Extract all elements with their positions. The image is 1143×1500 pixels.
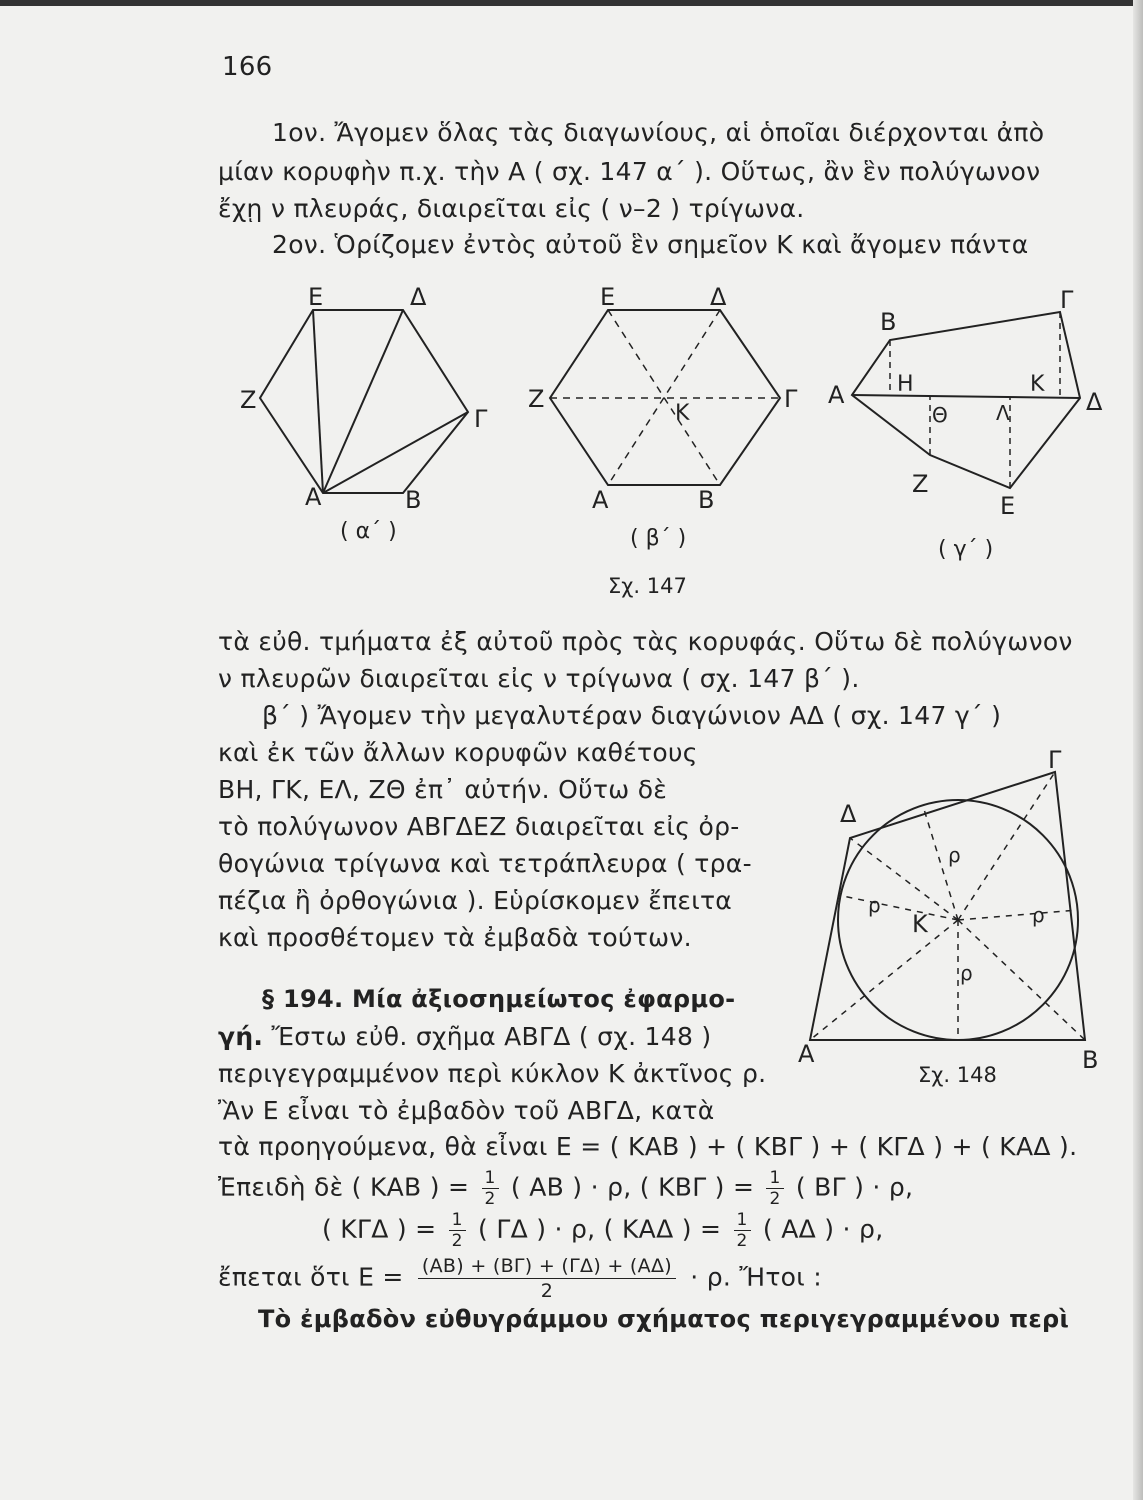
text-line-15: [218, 1022, 711, 1051]
text-line-7: β΄ ) Ἄγομεν τὴν μεγαλυτέραν διαγώνιον ΑΔ ( σχ. 147 γ΄ ): [262, 701, 1002, 730]
section-heading-cont: γή.: [218, 1022, 264, 1051]
fig-a-label-e: Ε: [308, 283, 324, 311]
diagonal-ae: [313, 310, 323, 493]
fig-a-label-a: Α: [305, 483, 322, 511]
fig148-label-rho-bottom: ρ: [960, 961, 973, 985]
fig-a-label-d: Δ: [410, 283, 427, 311]
fig148-label-a: Α: [798, 1040, 815, 1068]
fig-c-caption: ( γ΄ ): [938, 537, 994, 562]
fraction-half-3: $\frac{1}{2}$: [449, 1210, 466, 1251]
eq-e-left: ἔπεται ὅτι Ε =: [218, 1262, 404, 1292]
fig148-label-g: Γ: [1048, 750, 1062, 774]
text-line-17: Ἂν Ε εἶναι τὸ ἐμβαδὸν τοῦ ΑΒΓΔ, κατὰ: [218, 1096, 715, 1125]
text-line-16: περιγεγραμμένον περὶ κύκλον Κ ἀκτῖνος ρ.: [218, 1059, 767, 1088]
fig-c-label-a: Α: [828, 381, 845, 409]
fig148-label-k: Κ: [912, 910, 928, 938]
page-number: 166: [222, 52, 273, 82]
fraction-perimeter: $\frac{(AB) + (B\Gamma) + (\Gamma\Delta) + (A\Delta)}{2}$: [418, 1254, 676, 1303]
text-line-18: τὰ προηγούμενα, θὰ εἶναι Ε = ( ΚΑΒ ) + ( ΚΒΓ ) + ( ΚΓΔ ) + ( ΚΑΔ ).: [218, 1132, 1078, 1161]
diagonal-ad: [323, 310, 403, 493]
figure-148-caption: Σχ. 148: [918, 1063, 997, 1087]
fig-b-label-d: Δ: [710, 283, 727, 311]
text-line-15-rest: Ἔστω εὐθ. σχῆμα ΑΒΓΔ ( σχ. 148 ): [271, 1022, 712, 1051]
diagonal-ag: [323, 412, 468, 493]
fraction-half-2: $\frac{1}{2}$: [766, 1168, 783, 1209]
text-line-9: ΒΗ, ΓΚ, ΕΛ, ΖΘ ἐπ᾿ αὐτήν. Οὕτω δὲ: [218, 775, 668, 804]
text-line-8: καὶ ἐκ τῶν ἄλλων κορυφῶν καθέτους: [218, 738, 698, 767]
text-line-12: πέζια ἢ ὀρθογώνια ). Εὑρίσκομεν ἔπειτα: [218, 886, 733, 915]
fig148-label-rho-top: ρ: [948, 843, 961, 867]
eq-kab-left: Ἐπειδὴ δὲ ( ΚΑΒ ) =: [218, 1172, 470, 1202]
fig-c-label-d: Δ: [1086, 388, 1103, 416]
fig148-label-d: Δ: [840, 800, 857, 828]
eq-kad-right: ( ΑΔ ) · ρ,: [762, 1214, 884, 1244]
diagonal-ad-c: [852, 395, 1080, 398]
fig-a-label-z: Ζ: [240, 386, 257, 414]
eq-kbg-right: ( ΒΓ ) · ρ,: [795, 1172, 914, 1202]
text-line-19: [218, 1168, 913, 1209]
fig-b-label-b: Β: [698, 486, 715, 514]
fig-c-label-l: Λ: [996, 401, 1010, 425]
fig148-label-rho-right: ρ: [1032, 903, 1045, 927]
page-top-edge: [0, 0, 1143, 6]
fig-b-label-a: Α: [592, 486, 609, 514]
eq-kbg-left: ( ΑΒ ) · ρ, ( ΚΒΓ ) =: [510, 1172, 755, 1202]
figure-147-c: [820, 270, 1120, 570]
eq-kad-left: ( ΓΔ ) · ρ, ( ΚΑΔ ) =: [478, 1214, 722, 1244]
fig-b-label-e: Ε: [600, 283, 616, 311]
fig-b-label-z: Ζ: [528, 385, 545, 413]
fig-c-label-b: Β: [880, 308, 897, 336]
fig-c-label-g: Γ: [1060, 286, 1074, 314]
page-right-edge: [1133, 0, 1143, 1500]
fig-c-label-h: Η: [897, 372, 914, 397]
text-line-13: καὶ προσθέτομεν τὰ ἐμβαδὰ τούτων.: [218, 923, 692, 952]
theorem-statement: Τὸ ἐμβαδὸν εὐθυγράμμου σχήματος περιγεγραμμένου περὶ: [258, 1305, 1070, 1333]
fig148-label-b: Β: [1082, 1046, 1099, 1074]
figure-148: [790, 750, 1110, 1080]
eq-kgd-left: ( ΚΓΔ ) =: [322, 1214, 437, 1244]
fig-c-label-z: Ζ: [912, 470, 929, 498]
text-line-2: μίαν κορυφὴν π.χ. τὴν Α ( σχ. 147 α΄ ). Οὕτως, ἂν ἓν πολύγωνον: [218, 157, 1041, 186]
fig148-label-rho-left: ρ: [868, 893, 881, 917]
text-line-4: 2ον. Ὁρίζομεν ἐντὸς αὐτοῦ ἓν σημεῖον Κ καὶ ἄγομεν πάντα: [272, 230, 1029, 259]
text-line-10: τὸ πολύγωνον ΑΒΓΔΕΖ διαιρεῖται εἰς ὀρ-: [218, 812, 740, 841]
fig-b-label-g: Γ: [784, 385, 798, 413]
fraction-half-4: $\frac{1}{2}$: [734, 1210, 751, 1251]
text-line-5: τὰ εὐθ. τμήματα ἐξ αὐτοῦ πρὸς τὰς κορυφάς. Οὕτω δὲ πολύγωνον: [218, 627, 1073, 656]
text-line-20: [322, 1210, 883, 1251]
eq-e-right: · ρ. Ἤτοι :: [690, 1262, 823, 1292]
fig-a-caption: ( α΄ ): [340, 519, 397, 544]
fig-c-label-k: Κ: [1030, 372, 1045, 397]
text-line-3: ἔχῃ ν πλευράς, διαιρεῖται εἰς ( ν–2 ) τρίγωνα.: [218, 194, 805, 223]
fig-b-caption: ( β΄ ): [630, 526, 687, 551]
fig-b-label-k: Κ: [675, 401, 690, 426]
text-line-21: [218, 1254, 822, 1303]
hexagon-c: [852, 312, 1080, 488]
fig-c-label-e: Ε: [1000, 492, 1016, 520]
text-line-11: θογώνια τρίγωνα καὶ τετράπλευρα ( τρα-: [218, 849, 752, 878]
fig-c-label-theta: Θ: [932, 403, 948, 427]
fig-a-label-b: Β: [405, 486, 422, 514]
text-line-6: ν πλευρῶν διαιρεῖται εἰς ν τρίγωνα ( σχ. 147 β΄ ).: [218, 664, 860, 693]
figure-147-caption: Σχ. 147: [608, 574, 687, 598]
text-line-1: 1ον. Ἄγομεν ὅλας τὰς διαγωνίους, αἱ ὁποῖαι διέρχονται ἀπὸ: [272, 118, 1045, 147]
fig-a-label-g: Γ: [474, 405, 488, 433]
figure-147-a: [240, 280, 510, 550]
fraction-half-1: $\frac{1}{2}$: [482, 1168, 499, 1209]
figure-147-b: [520, 280, 820, 580]
section-heading: § 194. Μία ἀξιοσημείωτος ἐφαρμο-: [262, 985, 736, 1013]
